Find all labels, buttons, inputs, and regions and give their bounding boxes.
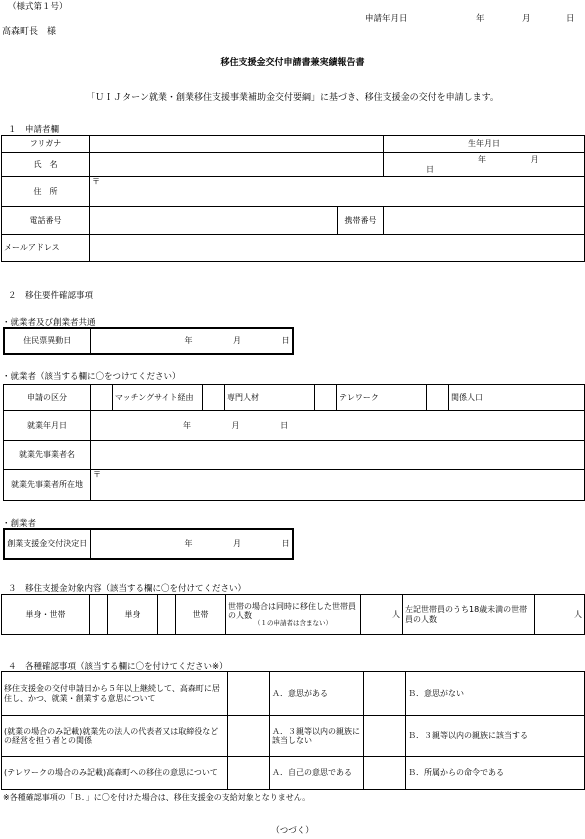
section3-heading: ３ 移住支援金対象内容（該当する欄に〇を付けてください）	[8, 584, 247, 594]
continued-footer: （つづく）	[271, 826, 314, 836]
mobile-field[interactable]	[384, 207, 585, 235]
email-label: メールアドレス	[2, 235, 90, 262]
founder-subheading: ・創業者	[2, 519, 37, 529]
employer-address-label: 就業先事業者所在地	[4, 470, 91, 501]
option-a-checkbox[interactable]	[228, 757, 270, 790]
residence-date-field[interactable]	[90, 328, 293, 354]
single-household-label: 単身・世帯	[2, 595, 90, 635]
form-number: （様式第１号）	[8, 2, 68, 12]
email-field[interactable]	[90, 235, 585, 262]
option-a-checkbox[interactable]	[228, 672, 270, 716]
members-label	[226, 595, 361, 635]
employer-field[interactable]	[91, 441, 585, 470]
section1-heading: １ 申請者欄	[8, 125, 60, 135]
birthdate-label: 生年月日	[384, 136, 585, 153]
name-label: 氏 名	[2, 153, 90, 177]
founder-table	[3, 528, 294, 560]
birthdate-field[interactable]	[384, 153, 585, 177]
confirmation-row	[2, 716, 585, 757]
opt2-label: 専門人材	[225, 385, 315, 411]
residence-month-unit: 月	[233, 336, 242, 346]
members-count-field[interactable]	[361, 595, 403, 635]
employ-date-label: 就業年月日	[4, 411, 91, 441]
employ-month-unit: 月	[231, 420, 240, 430]
confirmation-table	[1, 671, 585, 790]
confirmation-question: (就業の場合のみ記載)就業先の法人の代表者又は取締役などの経営を担う者との関係	[2, 716, 228, 757]
phone-field[interactable]	[90, 207, 338, 235]
members-unit: 人	[392, 609, 400, 619]
household-checkbox[interactable]	[158, 595, 176, 635]
opt4-label: 関係人口	[449, 385, 585, 411]
option-b-label: Ｂ．３親等以内の親族に該当する	[406, 716, 585, 757]
grant-date-label: 創業支援金交付決定日	[4, 529, 90, 559]
option-a-label: Ａ．自己の意思である	[270, 757, 364, 790]
confirmation-note: ※各種確認事項の「Ｂ．」に〇を付けた場合は、移住支援金の支給対象となりません。	[3, 793, 311, 802]
grant-month-unit: 月	[233, 539, 242, 549]
residence-year-unit: 年	[184, 336, 193, 346]
option-b-checkbox[interactable]	[364, 757, 406, 790]
members-note: （１の申請者は含まない）	[254, 618, 332, 627]
employer-address-field[interactable]	[91, 470, 585, 501]
application-month-unit: 月	[522, 14, 531, 24]
option-a-checkbox[interactable]	[228, 716, 270, 757]
under18-label: 左記世帯員のうち18歳未満の世帯員の人数	[403, 595, 535, 635]
application-year-unit: 年	[476, 14, 485, 24]
birth-month-unit: 月	[530, 155, 539, 165]
single-label: 単身	[108, 595, 158, 635]
birth-day-unit: 日	[426, 164, 435, 174]
under18-count-field[interactable]	[535, 595, 585, 635]
employer-postal-mark: 〒	[93, 470, 101, 479]
employee-table	[3, 384, 585, 501]
birth-year-unit: 年	[478, 155, 487, 165]
option-b-label: Ｂ．所属からの命令である	[406, 757, 585, 790]
confirmation-row	[2, 757, 585, 790]
address-label: 住 所	[2, 177, 90, 207]
employ-year-unit: 年	[183, 420, 191, 430]
phone-label: 電話番号	[2, 207, 90, 235]
furigana-label: フリガナ	[2, 136, 90, 153]
document-title: 移住支援金交付申請書兼実績報告書	[220, 58, 365, 68]
category-label: 申請の区分	[4, 385, 91, 411]
opt2-checkbox[interactable]	[203, 385, 225, 411]
opt4-checkbox[interactable]	[427, 385, 449, 411]
postal-mark: 〒	[92, 177, 100, 186]
single-checkbox[interactable]	[90, 595, 108, 635]
opt3-checkbox[interactable]	[315, 385, 337, 411]
furigana-field[interactable]	[90, 136, 384, 153]
residence-day-unit: 日	[281, 336, 290, 346]
option-b-checkbox[interactable]	[364, 716, 406, 757]
employ-date-field[interactable]	[91, 411, 585, 441]
option-b-checkbox[interactable]	[364, 672, 406, 716]
residence-table	[3, 327, 294, 355]
addressee: 高森町長 様	[2, 27, 57, 37]
mobile-label: 携帯番号	[338, 207, 384, 235]
residence-date-label: 住民票異動日	[4, 328, 90, 354]
grant-year-unit: 年	[184, 539, 193, 549]
members-text: 世帯の場合は同時に移住した世帯員の人数	[228, 601, 356, 620]
grant-date-field[interactable]	[90, 529, 293, 559]
grant-day-unit: 日	[281, 539, 290, 549]
common-subheading: ・就業者及び創業者共通	[2, 318, 96, 328]
household-label: 世帯	[176, 595, 226, 635]
employer-label: 就業先事業者名	[4, 441, 91, 470]
section2-heading: ２ 移住要件確認事項	[8, 291, 94, 301]
intro-text: 「ＵＩＪターン就業・創業移住支援事業補助金交付要綱」に基づき、移住支援金の交付を申請します。	[86, 93, 499, 103]
opt1-label: マッチングサイト経由	[113, 385, 203, 411]
application-day-unit: 日	[566, 14, 575, 24]
name-field[interactable]	[90, 153, 384, 177]
employ-day-unit: 日	[280, 420, 289, 430]
option-a-label: Ａ．３親等以内の親族に該当しない	[270, 716, 364, 757]
address-field[interactable]	[90, 177, 585, 207]
confirmation-row	[2, 672, 585, 716]
confirmation-question: 移住支援金の交付申請日から５年以上継続して、高森町に居住し、かつ、就業・創業する意思について	[2, 672, 228, 716]
target-table	[1, 594, 585, 635]
employee-subheading: ・就業者（該当する欄に〇をつけてください）	[2, 372, 181, 382]
opt1-checkbox[interactable]	[91, 385, 113, 411]
option-a-label: Ａ．意思がある	[270, 672, 364, 716]
section4-heading: ４ 各種確認事項（該当する欄に〇を付けてください※）	[8, 662, 228, 672]
opt3-label: テレワーク	[337, 385, 427, 411]
confirmation-question: (テレワークの場合のみ記載)高森町への移住の意思について	[2, 757, 228, 790]
under18-unit: 人	[574, 609, 582, 619]
application-date-label: 申請年月日	[365, 14, 408, 24]
option-b-label: Ｂ．意思がない	[406, 672, 585, 716]
applicant-table	[1, 135, 585, 262]
